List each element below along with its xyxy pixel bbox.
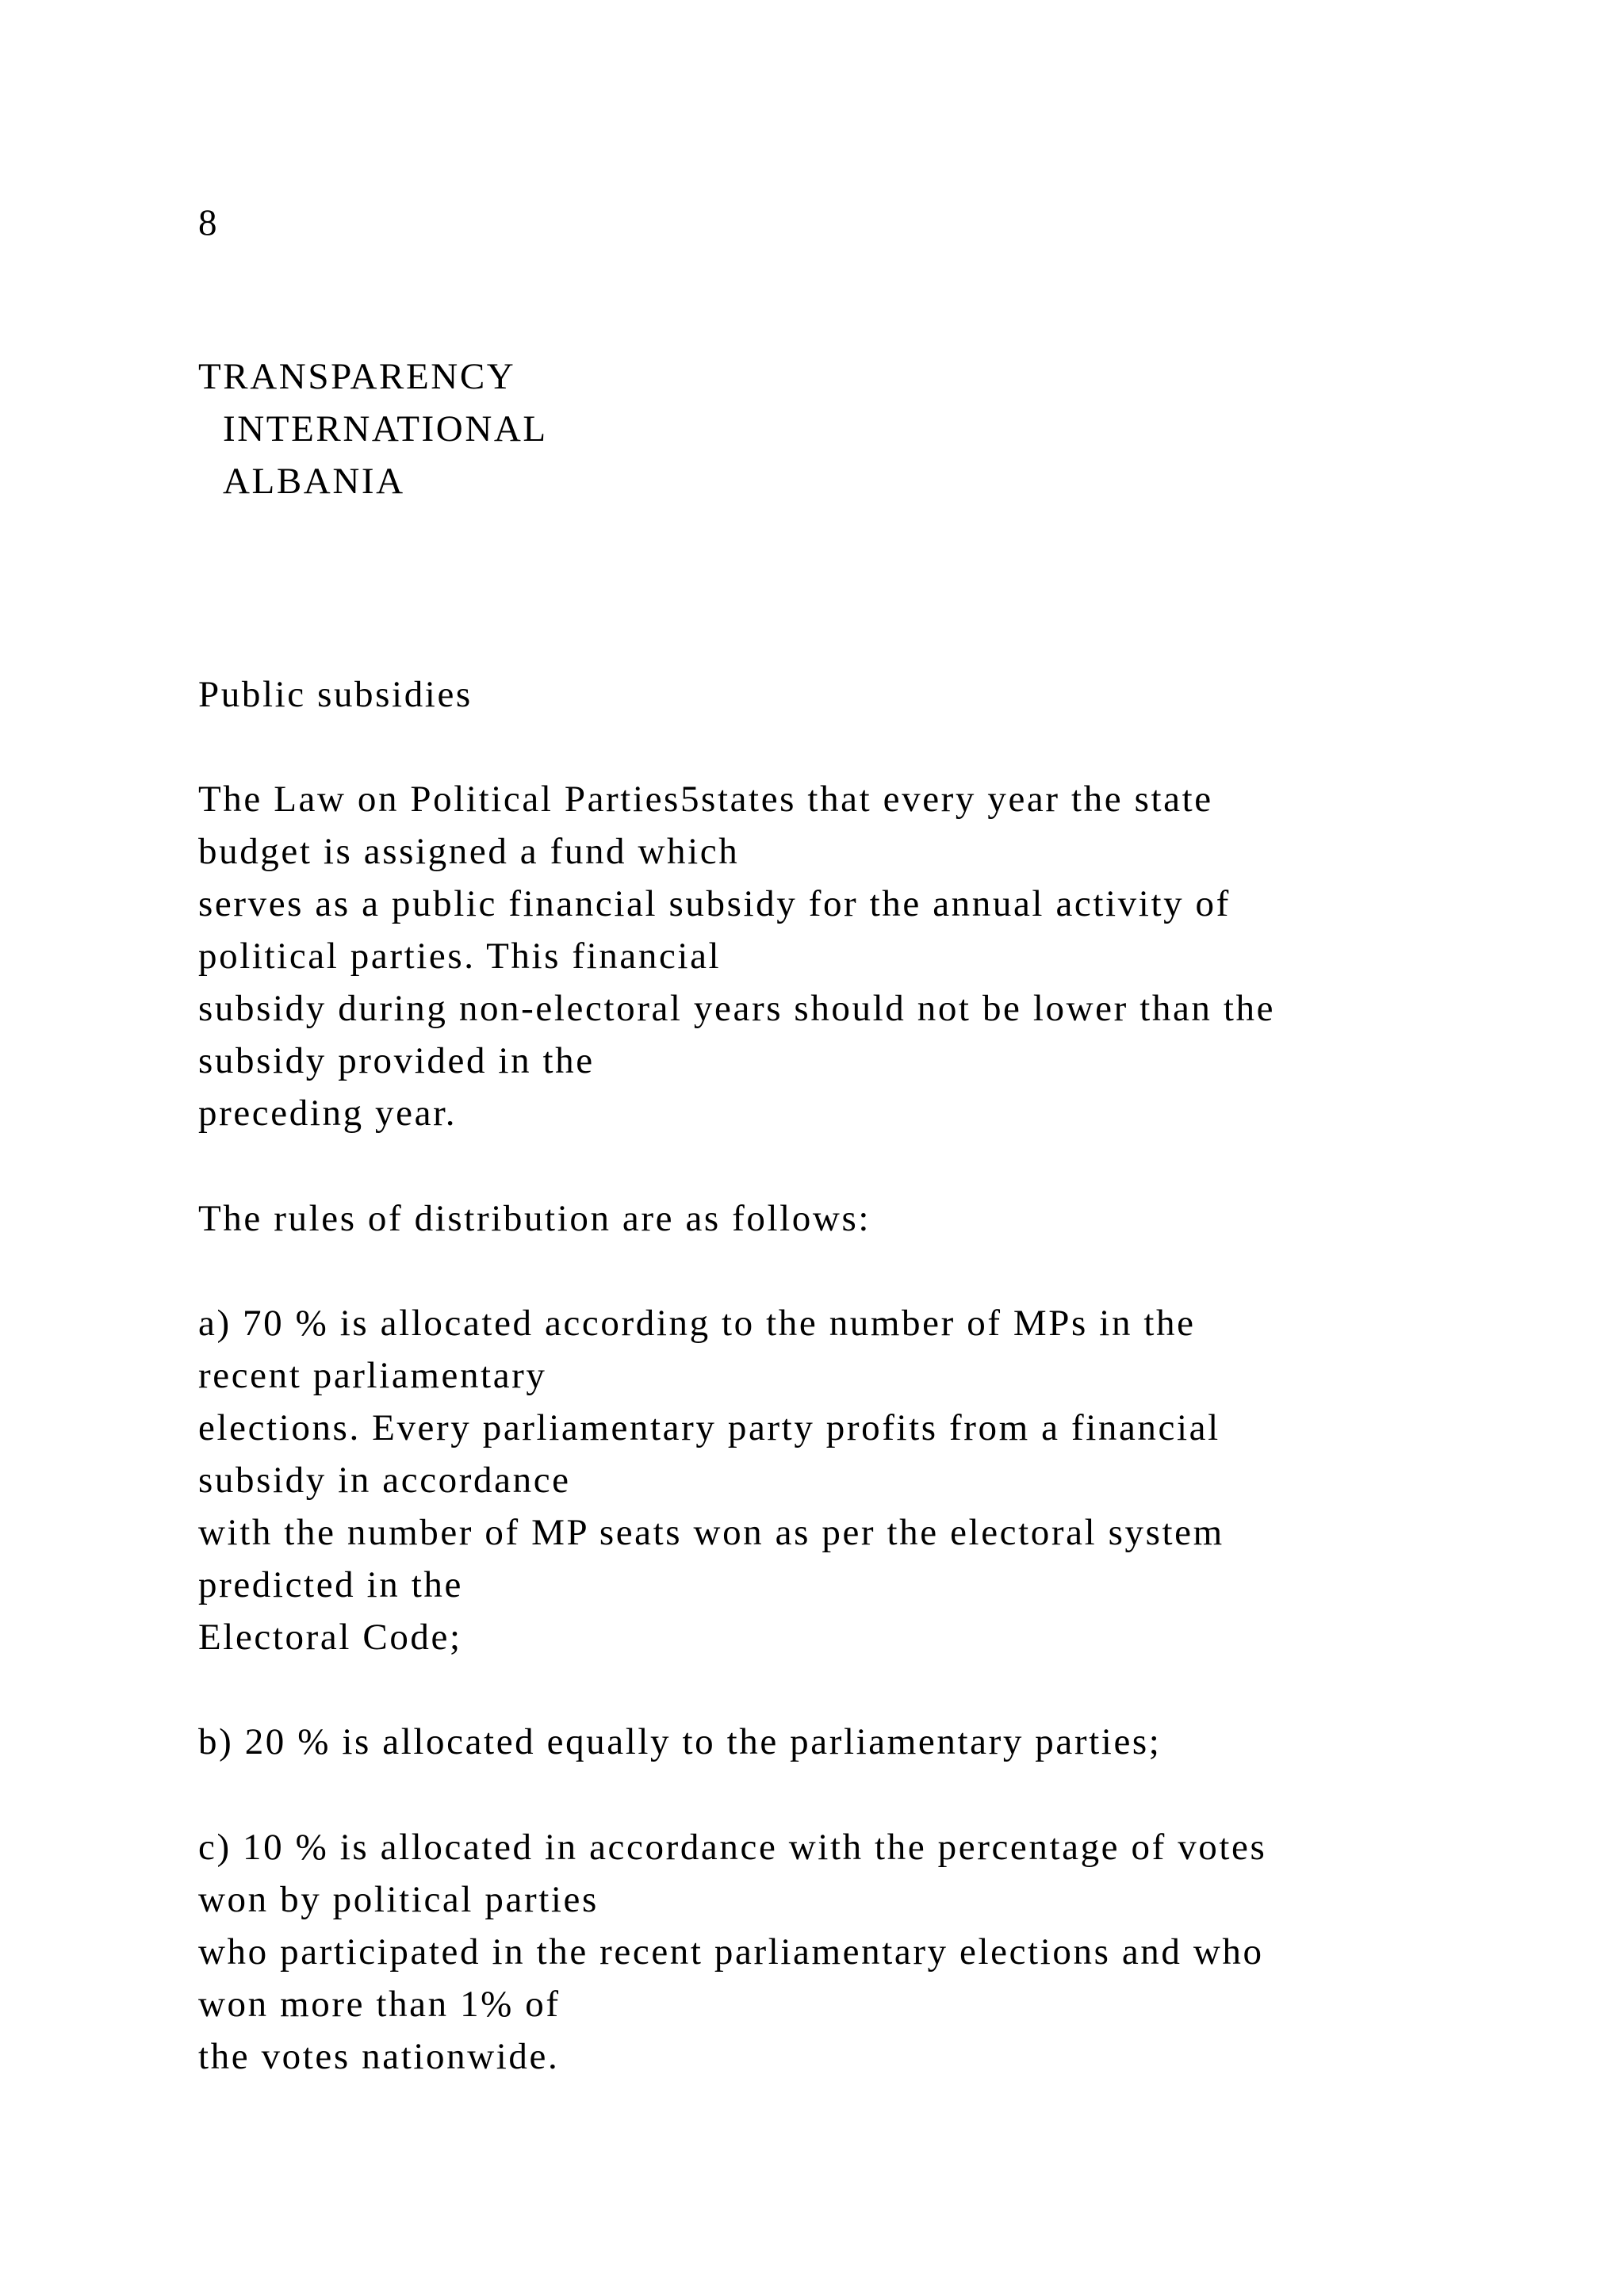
text-line: serves as a public financial subsidy for the annual activity of <box>198 883 1231 924</box>
section-title: Public subsidies <box>198 674 473 715</box>
text-line: elections. Every parliamentary party profits from a financial <box>198 1407 1220 1448</box>
text-line: political parties. This financial <box>198 936 722 977</box>
text-line: predicted in the <box>198 1564 463 1605</box>
rules-intro: The rules of distribution are as follows: <box>198 1198 871 1239</box>
text-line: The Law on Political Parties5states that every year the state <box>198 779 1213 820</box>
text-line: a) 70 % is allocated according to the number of MPs in the <box>198 1303 1196 1344</box>
text-line: subsidy provided in the <box>198 1040 595 1081</box>
text-line: who participated in the recent parliamentary elections and who <box>198 1931 1264 1973</box>
text-line: subsidy during non-electoral years should not be lower than the <box>198 988 1276 1029</box>
text-line: b) 20 % is allocated equally to the parliamentary parties; <box>198 1721 1162 1762</box>
org-heading-line-3: ALBANIA <box>223 461 405 502</box>
text-line: budget is assigned a fund which <box>198 831 740 872</box>
text-line: Electoral Code; <box>198 1617 462 1658</box>
text-line: the votes nationwide. <box>198 2036 560 2077</box>
text-line: recent parliamentary <box>198 1355 547 1396</box>
org-heading-line-1: TRANSPARENCY <box>198 356 516 397</box>
text-line: preceding year. <box>198 1093 458 1134</box>
text-line: with the number of MP seats won as per the electoral system <box>198 1512 1224 1553</box>
text-line: subsidy in accordance <box>198 1460 571 1501</box>
text-line: won more than 1% of <box>198 1984 561 2025</box>
text-line: won by political parties <box>198 1879 599 1920</box>
org-heading-line-2: INTERNATIONAL <box>223 408 548 450</box>
text-line: c) 10 % is allocated in accordance with the percentage of votes <box>198 1827 1267 1868</box>
page-number: 8 <box>198 202 220 243</box>
